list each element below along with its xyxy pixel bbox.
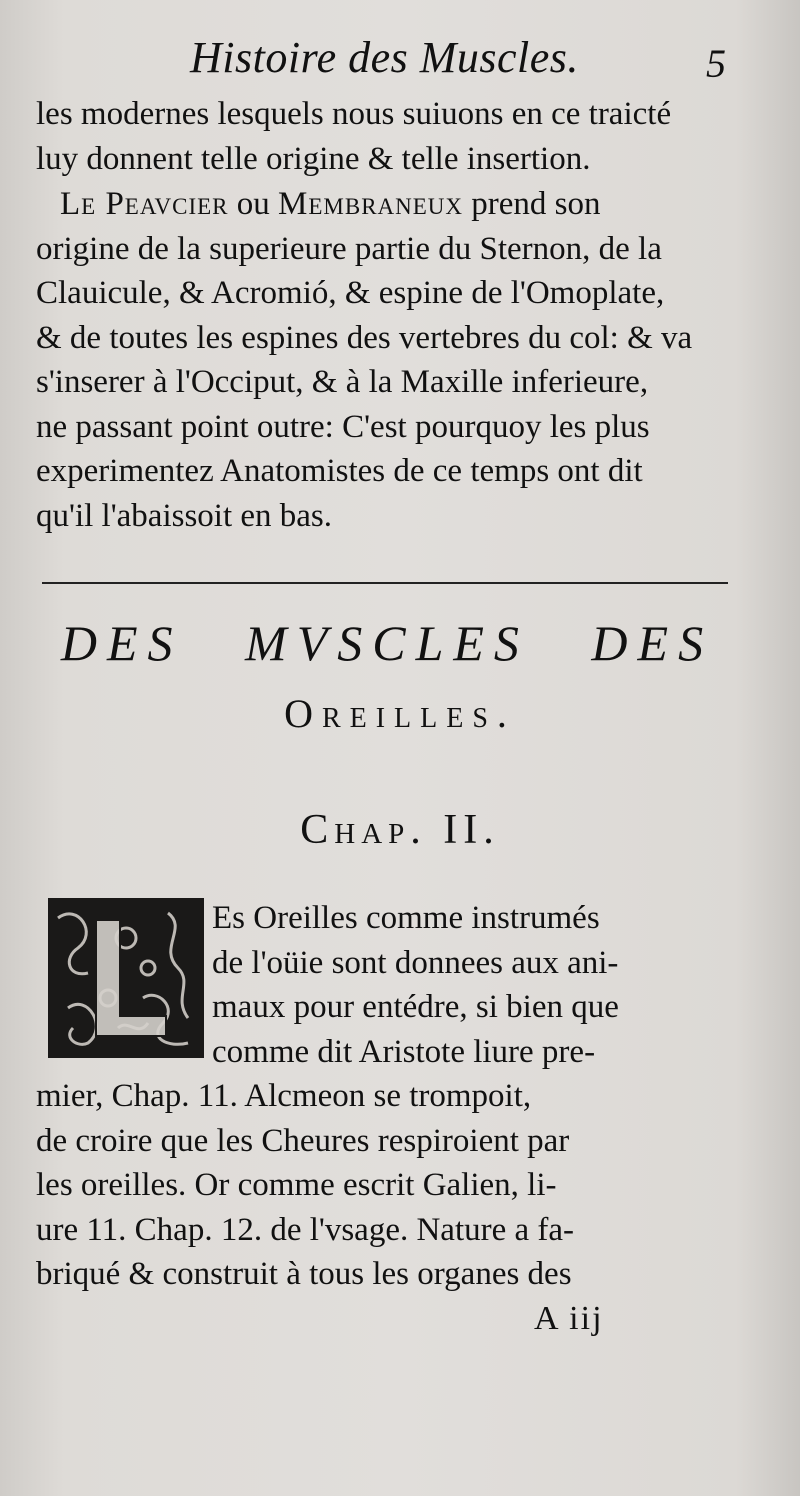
text-line: les modernes lesquels nous suiuons en ce traicté — [36, 96, 672, 132]
running-head — [0, 30, 800, 90]
text-line: Es Oreilles comme instrumés — [212, 900, 600, 936]
text-line: Clauicule, & Acromió, & espine de l'Omoplate, — [36, 275, 665, 311]
text-line: les oreilles. Or comme escrit Galien, li- — [36, 1167, 557, 1203]
text-line: experimentez Anatomistes de ce temps ont dit — [36, 453, 643, 489]
text-line: maux pour entédre, si bien que — [212, 989, 619, 1025]
page-number: 5 — [706, 41, 726, 86]
muscle-name-alt: Membraneux — [278, 186, 464, 222]
chapter-body-paragraph — [36, 896, 736, 1297]
text-line: comme dit Aristote liure pre- — [212, 1033, 596, 1070]
signature-mark: A iij — [534, 1300, 604, 1337]
text-line: s'inserer à l'Occiput, & à la Maxille inferieure, — [36, 364, 649, 400]
chapter-subtitle: Oreilles. — [284, 691, 516, 736]
text-line: briqué & construit à tous les organes des — [36, 1256, 572, 1292]
text-line: mier, Chap. 11. Alcmeon se trompoit, — [36, 1078, 532, 1114]
text-line: & de toutes les espines des vertebres du col: & va — [36, 319, 693, 356]
text-line: luy donnent telle origine & telle insertion. — [36, 140, 591, 177]
text-line: de l'oüie sont donnees aux ani- — [212, 944, 619, 981]
line-rest: prend son — [463, 186, 601, 222]
text-line: ne passant point outre: C'est pourquoy les plus — [36, 408, 650, 445]
text-line: de croire que les Cheures respiroient par — [36, 1122, 570, 1159]
chapter-title: DES MVSCLES DES — [60, 615, 714, 671]
running-title: Histoire des Muscles. — [190, 33, 579, 82]
chapter-number: Chap. II. — [300, 807, 500, 853]
text-line — [36, 182, 736, 227]
connector-word: ou — [228, 186, 279, 222]
peaucier-paragraph — [36, 182, 736, 538]
section-rule — [42, 582, 728, 584]
text-line: ure 11. Chap. 12. de l'vsage. Nature a fa- — [36, 1211, 575, 1248]
intro-paragraph — [36, 92, 736, 181]
text-line: qu'il l'abaissoit en bas. — [36, 497, 333, 534]
text-line: origine de la superieure partie du Sternon, de la — [36, 230, 662, 267]
muscle-name: Le Peavcier — [60, 186, 229, 222]
